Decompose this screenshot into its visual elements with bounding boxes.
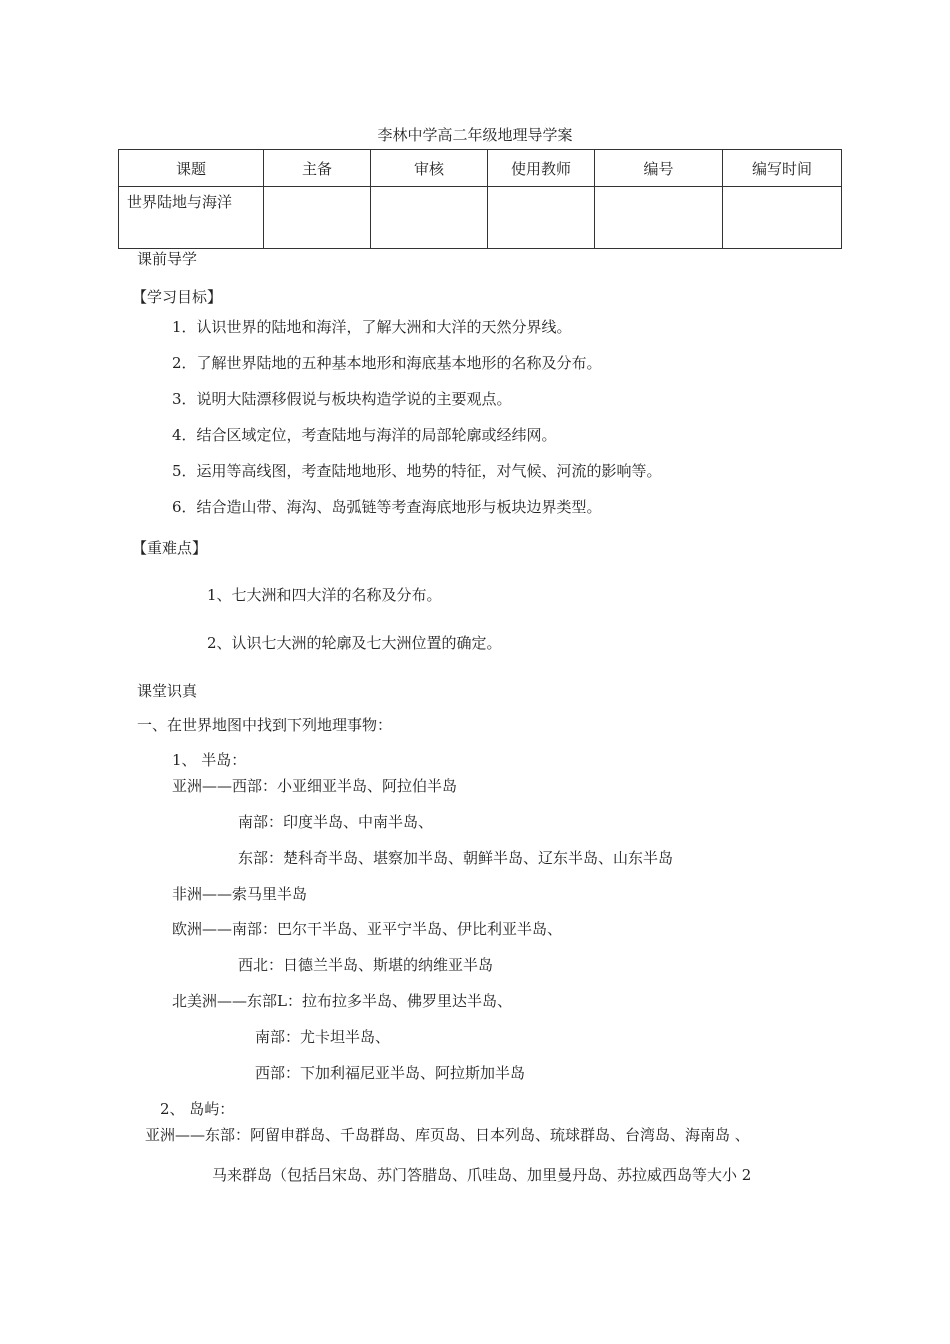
table-cell xyxy=(595,187,723,249)
objective-item: 5．运用等高线图，考查陆地地形、地势的特征，对气候、河流的影响等。 xyxy=(172,462,662,480)
part1-heading: 一、在世界地图中找到下列地理事物： xyxy=(137,716,393,734)
table-cell xyxy=(488,187,595,249)
objective-item: 3．说明大陆漂移假说与板块构造学说的主要观点。 xyxy=(172,390,512,408)
table-header-row xyxy=(119,150,842,187)
table-cell xyxy=(264,187,371,249)
peninsula-heading: 1、 半岛： xyxy=(172,751,247,769)
table-header-cell: 编写时间 xyxy=(723,150,842,187)
table-header-cell: 主备 xyxy=(264,150,371,187)
table-cell-topic: 世界陆地与海洋 xyxy=(119,187,264,249)
peninsula-line: 欧洲——南部：巴尔干半岛、亚平宁半岛、伊比利亚半岛、 xyxy=(172,920,563,938)
section-heading-class: 课堂识真 xyxy=(137,682,198,700)
key-point-item: 2、认识七大洲的轮廓及七大洲位置的确定。 xyxy=(207,634,502,652)
table-cell xyxy=(723,187,842,249)
objective-item: 4．结合区域定位，考查陆地与海洋的局部轮廓或经纬网。 xyxy=(172,426,557,444)
objectives-heading: 【学习目标】 xyxy=(132,288,223,306)
island-line: 马来群岛（包括吕宋岛、苏门答腊岛、爪哇岛、加里曼丹岛、苏拉威西岛等大小 2 xyxy=(212,1166,752,1184)
peninsula-line: 非洲——索马里半岛 xyxy=(172,885,308,903)
peninsula-line: 南部：尤卡坦半岛、 xyxy=(255,1028,391,1046)
info-table xyxy=(118,149,842,249)
table-cell xyxy=(371,187,488,249)
peninsula-line: 东部：楚科奇半岛、堪察加半岛、朝鲜半岛、辽东半岛、山东半岛 xyxy=(238,849,674,867)
table-header-cell: 编号 xyxy=(595,150,723,187)
table-row xyxy=(119,187,842,249)
peninsula-line: 北美洲——东部L：拉布拉多半岛、佛罗里达半岛、 xyxy=(172,992,512,1010)
objective-item: 2．了解世界陆地的五种基本地形和海底基本地形的名称及分布。 xyxy=(172,354,602,372)
key-points-heading: 【重难点】 xyxy=(132,539,208,557)
peninsula-line: 亚洲——西部：小亚细亚半岛、阿拉伯半岛 xyxy=(172,777,458,795)
island-heading: 2、 岛屿： xyxy=(160,1100,235,1118)
objective-item: 1．认识世界的陆地和海洋，了解大洲和大洋的天然分界线。 xyxy=(172,318,572,336)
peninsula-line: 西北：日德兰半岛、斯堪的纳维亚半岛 xyxy=(238,956,494,974)
key-point-item: 1、七大洲和四大洋的名称及分布。 xyxy=(207,586,442,604)
peninsula-line: 南部：印度半岛、中南半岛、 xyxy=(238,813,434,831)
table-header-cell: 课题 xyxy=(119,150,264,187)
table-header-cell: 使用教师 xyxy=(488,150,595,187)
document-title: 李林中学高二年级地理导学案 xyxy=(377,126,573,144)
section-heading-pre: 课前导学 xyxy=(137,250,198,268)
peninsula-line: 西部：下加利福尼亚半岛、阿拉斯加半岛 xyxy=(255,1064,526,1082)
island-line: 亚洲——东部：阿留申群岛、千岛群岛、库页岛、日本列岛、琉球群岛、台湾岛、海南岛 、 xyxy=(145,1126,750,1144)
table-header-cell: 审核 xyxy=(371,150,488,187)
objective-item: 6．结合造山带、海沟、岛弧链等考查海底地形与板块边界类型。 xyxy=(172,498,602,516)
